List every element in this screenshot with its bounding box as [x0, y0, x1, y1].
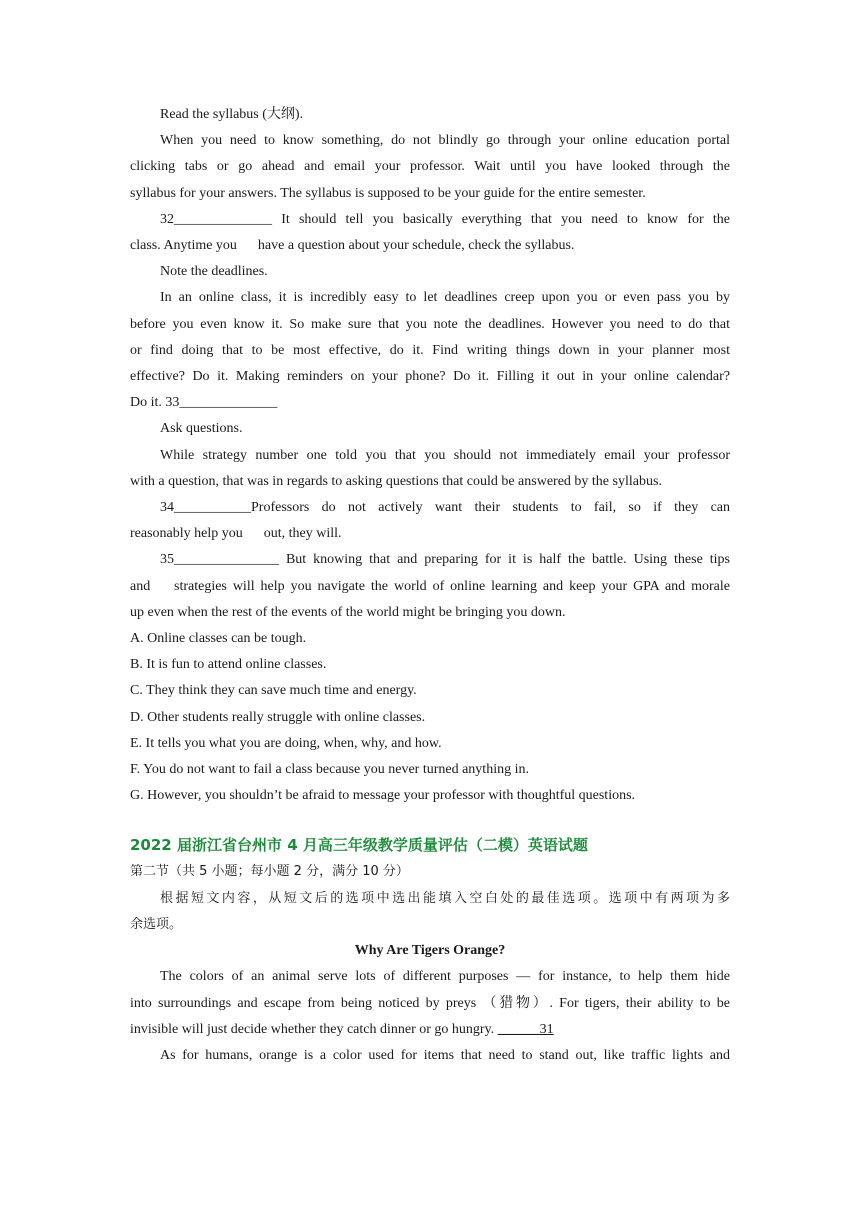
blank-34-line: 34___________Professors do not actively want their students to fail, so if they can	[160, 500, 730, 516]
paragraph-line: or find doing that to be most effective, do it. Find writing things down in your planner most	[130, 342, 730, 358]
paragraph-line: before you even know it. So make sure that you note the deadlines. However you need to do that	[130, 316, 730, 332]
subheading-note-deadlines: Note the deadlines.	[160, 264, 268, 280]
option-d: D. Other students really struggle with online classes.	[130, 709, 426, 725]
option-f: F. You do not want to fail a class because you never turned anything in.	[130, 762, 529, 778]
paragraph-line: As for humans, orange is a color used for items that need to stand out, like traffic lights and	[160, 1047, 730, 1063]
document-page	[130, 102, 730, 1069]
option-e: E. It tells you what you are doing, when, why, and how.	[130, 735, 442, 751]
option-a: A. Online classes can be tough.	[130, 631, 307, 647]
instruction-line: 根据短文内容，从短文后的选项中选出能填入空白处的最佳选项。选项中有两项为多	[160, 890, 730, 906]
passage-title: Why Are Tigers Orange?	[354, 943, 506, 959]
blank-31: ______31	[497, 1021, 554, 1037]
paragraph-line: reasonably help you out, they will.	[130, 526, 342, 542]
paragraph-line: syllabus for your answers. The syllabus is supposed to be your guide for the entire semester.	[130, 185, 646, 201]
option-g: G. However, you shouldn’t be afraid to message your professor with thoughtful questions.	[130, 788, 636, 804]
subheading-ask-questions: Ask questions.	[160, 421, 243, 437]
option-c: C. They think they can save much time and energy.	[130, 683, 417, 699]
paragraph-line: When you need to know something, do not blindly go through your online education portal	[160, 133, 730, 149]
part-label: 第二节（共 5 小题；每小题 2 分，满分 10 分）	[130, 864, 409, 880]
blank-35-line: 35_______________ But knowing that and preparing for it is half the battle. Using these tips	[160, 552, 730, 568]
blank-31-line	[130, 1017, 730, 1043]
paragraph-line: effective? Do it. Making reminders on your phone? Do it. Filling it out in your online calendar?	[130, 369, 730, 385]
instruction-line: 余选项。	[130, 916, 183, 932]
paragraph-line: clicking tabs or go ahead and email your professor. Wait until you have looked through the	[130, 159, 730, 175]
paragraph-line: with a question, that was in regards to asking questions that could be answered by the syllabus.	[130, 473, 662, 489]
paragraph-line: up even when the rest of the events of the world might be bringing you down.	[130, 604, 566, 620]
paragraph-line: While strategy number one told you that you should not immediately email your professor	[160, 447, 730, 463]
paragraph-line: and strategies will help you navigate the world of online learning and keep your GPA and morale	[130, 578, 730, 594]
paragraph-line: In an online class, it is incredibly easy to let deadlines creep upon you or even pass you by	[160, 290, 730, 306]
exam-title: 2022 届浙江省台州市 4 月高三年级教学质量评估（二模）英语试题	[130, 836, 588, 855]
subheading-read-syllabus: Read the syllabus (大纲).	[160, 107, 304, 122]
blank-33-line: Do it. 33______________	[130, 395, 278, 411]
blank-32-line: 32______________ It should tell you basically everything that you need to know for the	[160, 211, 730, 227]
option-b: B. It is fun to attend online classes.	[130, 657, 327, 673]
paragraph-line: into surroundings and escape from being noticed by preys （猎物）. For tigers, their ability to be	[130, 995, 730, 1011]
paragraph-text: invisible will just decide whether they catch dinner or go hungry.	[130, 1021, 498, 1037]
paragraph-line: The colors of an animal serve lots of different purposes — for instance, to help them hide	[160, 969, 730, 985]
paragraph-line: class. Anytime you have a question about your schedule, check the syllabus.	[130, 238, 575, 254]
